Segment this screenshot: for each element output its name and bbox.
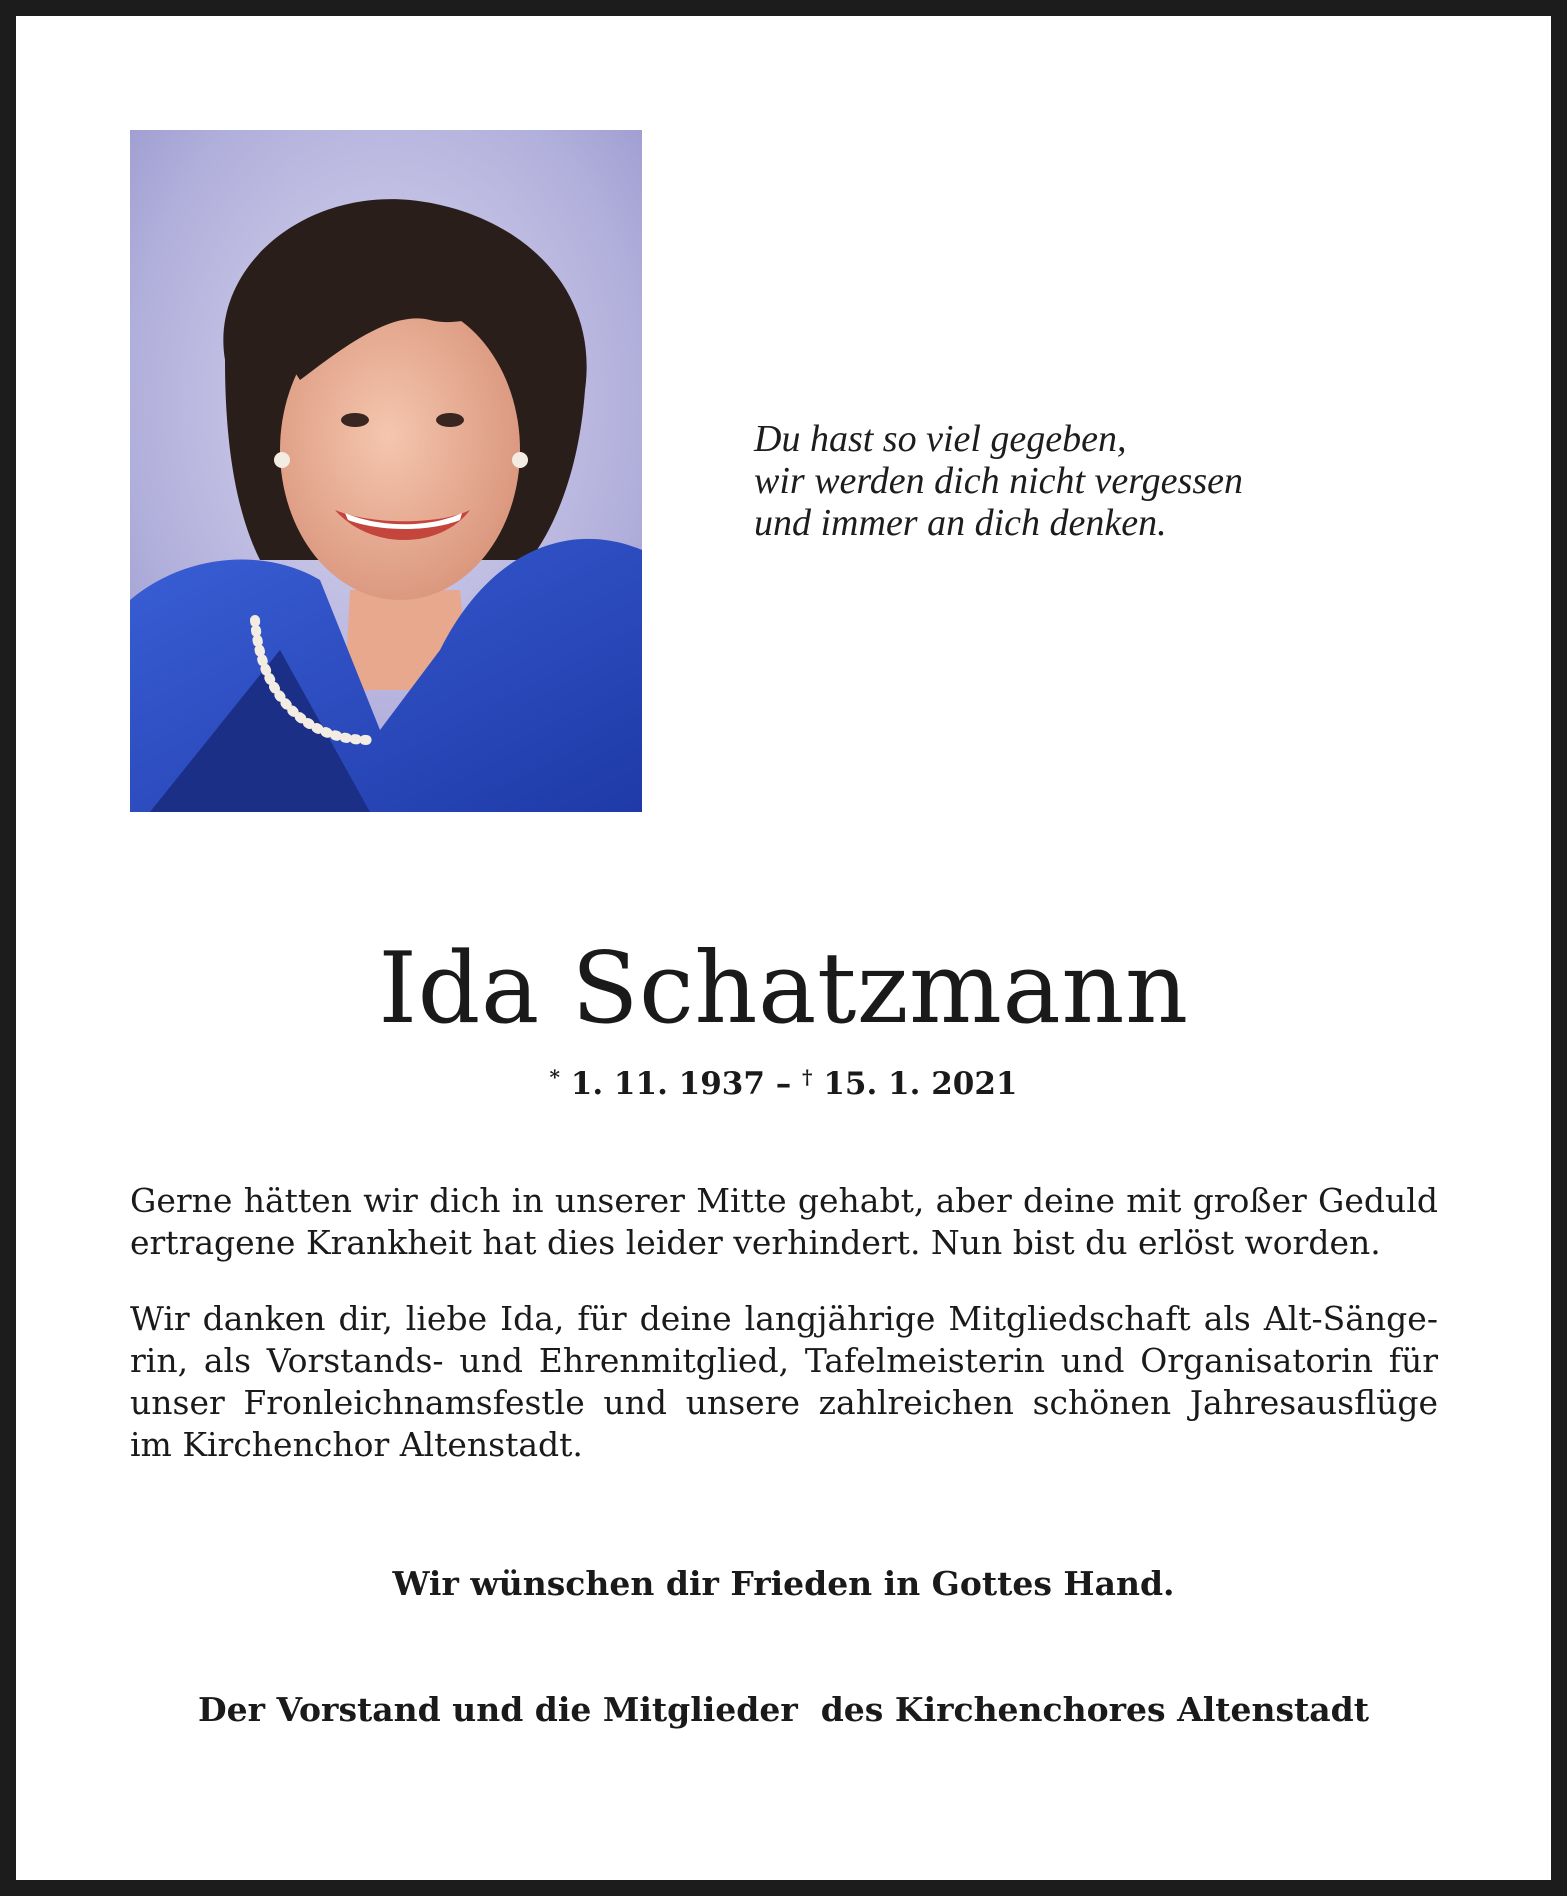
portrait-photo: [130, 130, 642, 812]
memorial-quote: [754, 418, 1314, 544]
text-line: Gerne hätten wir dich in unserer Mitte gehabt, aber deine mit großer Geduld: [130, 1181, 1438, 1220]
life-dates: [0, 1056, 1567, 1105]
date-separator: –: [764, 1066, 803, 1102]
paragraph-1: [130, 1180, 1438, 1264]
text-line: unser Fronleichnamsfestle und unsere zahlreichen schönen Jahresausflüge: [130, 1383, 1438, 1422]
text-line: rin, als Vorstands- und Ehrenmitglied, Tafelmeisterin und Organisatorin für: [130, 1341, 1438, 1380]
text-line: im Kirchenchor Altenstadt.: [130, 1425, 583, 1464]
birth-symbol: *: [549, 1065, 560, 1089]
quote-line: wir werden dich nicht vergessen: [754, 460, 1243, 502]
deceased-name: Ida Schatzmann: [378, 932, 1189, 1046]
text-line: ertragene Krankheit hat dies leider verhindert. Nun bist du erlöst worden.: [130, 1223, 1381, 1262]
closing-blessing: Wir wünschen dir Frieden in Gottes Hand.: [392, 1564, 1175, 1603]
death-date: 15. 1. 2021: [823, 1066, 1018, 1102]
quote-line: Du hast so viel gegeben,: [754, 418, 1127, 460]
death-symbol: †: [802, 1065, 813, 1089]
quote-line: und immer an dich denken.: [754, 502, 1167, 544]
obituary-text: [130, 1180, 1438, 1466]
text-line: Wir danken dir, liebe Ida, für deine langjährige Mitgliedschaft als Alt-Sänge-: [130, 1299, 1438, 1338]
birth-date: 1. 11. 1937: [570, 1066, 765, 1102]
paragraph-2: [130, 1298, 1438, 1466]
signature-line: Der Vorstand und die Mitglieder des Kirchenchores Altenstadt: [197, 1690, 1369, 1729]
